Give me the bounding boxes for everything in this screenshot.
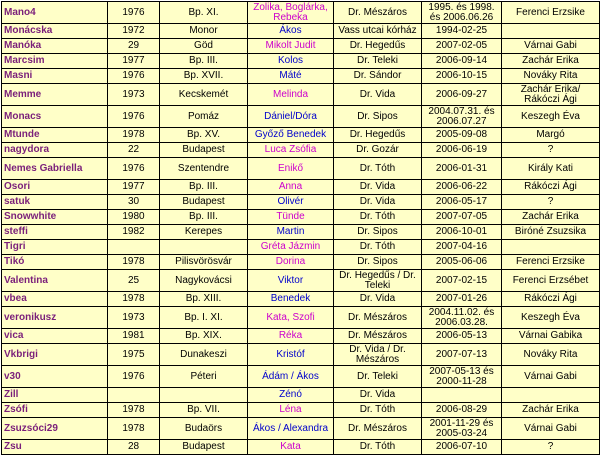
table-row	[2, 84, 600, 106]
table-row	[2, 403, 600, 418]
year-cell: 1976	[108, 106, 160, 128]
nickname-cell: Snowwhite	[2, 210, 108, 225]
midwife-cell: Zachár Erika	[502, 403, 600, 418]
nickname-cell: v30	[2, 366, 108, 388]
doctor-cell: Dr. Tóth	[334, 440, 422, 455]
midwife-cell: ?	[502, 440, 600, 455]
year-cell: 28	[108, 440, 160, 455]
place-cell: Péteri	[160, 366, 248, 388]
doctor-cell: Dr. Vida / Dr. Mészáros	[334, 344, 422, 366]
children-cell: Ákos	[248, 24, 334, 39]
midwife-cell: Ferenci Erzsike	[502, 2, 600, 24]
doctor-cell: Dr. Mészáros	[334, 307, 422, 329]
table-row	[2, 180, 600, 195]
doctor-cell: Dr. Hegedűs / Dr. Teleki	[334, 270, 422, 292]
date-cell: 2006-08-29	[422, 403, 502, 418]
children-cell: Viktor	[248, 270, 334, 292]
nickname-cell: Zsuzsóci29	[2, 418, 108, 440]
date-cell: 2006-10-01	[422, 225, 502, 240]
table-body	[2, 2, 600, 455]
date-cell	[422, 388, 502, 403]
year-cell: 1978	[108, 255, 160, 270]
table-row	[2, 143, 600, 158]
table-row	[2, 158, 600, 180]
place-cell: Bp. III.	[160, 210, 248, 225]
doctor-cell: Dr. Sipos	[334, 225, 422, 240]
nickname-cell: Mtunde	[2, 128, 108, 143]
table-row	[2, 128, 600, 143]
place-cell: Bp. XI.	[160, 2, 248, 24]
year-cell: 30	[108, 195, 160, 210]
doctor-cell: Dr. Mészáros	[334, 329, 422, 344]
table-row	[2, 54, 600, 69]
table-row	[2, 307, 600, 329]
midwife-cell: Király Kati	[502, 158, 600, 180]
midwife-cell	[502, 388, 600, 403]
year-cell: 1973	[108, 84, 160, 106]
table-row	[2, 366, 600, 388]
place-cell: Kerepes	[160, 225, 248, 240]
midwife-cell: ?	[502, 143, 600, 158]
place-cell: Bp. III.	[160, 54, 248, 69]
midwife-cell: Rákóczi Ági	[502, 180, 600, 195]
children-cell: Dániel/Dóra	[248, 106, 334, 128]
doctor-cell: Dr. Mészáros	[334, 418, 422, 440]
year-cell: 22	[108, 143, 160, 158]
midwife-cell: Keszegh Éva	[502, 106, 600, 128]
place-cell: Bp. I. XI.	[160, 307, 248, 329]
date-cell: 2004.07.31. és 2006.07.27	[422, 106, 502, 128]
nickname-cell: Zsu	[2, 440, 108, 455]
table-row	[2, 106, 600, 128]
children-cell: Melinda	[248, 84, 334, 106]
year-cell: 29	[108, 39, 160, 54]
midwife-cell: Keszegh Éva	[502, 307, 600, 329]
place-cell: Dunakeszi	[160, 344, 248, 366]
year-cell: 1982	[108, 225, 160, 240]
doctor-cell: Dr. Teleki	[334, 366, 422, 388]
children-cell: Kata	[248, 440, 334, 455]
nickname-cell: satuk	[2, 195, 108, 210]
date-cell: 2006-10-15	[422, 69, 502, 84]
nickname-cell: Manóka	[2, 39, 108, 54]
doctor-cell: Dr. Sipos	[334, 255, 422, 270]
place-cell: Göd	[160, 39, 248, 54]
date-cell: 2007-07-05	[422, 210, 502, 225]
date-cell: 2006-05-17	[422, 195, 502, 210]
place-cell: Szentendre	[160, 158, 248, 180]
table-row	[2, 418, 600, 440]
midwife-cell: Biróné Zsuzsika	[502, 225, 600, 240]
doctor-cell: Dr. Sipos	[334, 106, 422, 128]
midwife-cell	[502, 240, 600, 255]
nickname-cell: Osori	[2, 180, 108, 195]
place-cell: Bp. XIX.	[160, 329, 248, 344]
doctor-cell: Dr. Sándor	[334, 69, 422, 84]
nickname-cell: vica	[2, 329, 108, 344]
year-cell: 25	[108, 270, 160, 292]
date-cell: 1994-02-25	[422, 24, 502, 39]
date-cell: 2007-07-13	[422, 344, 502, 366]
date-cell: 2004.11.02. és 2006.03.28.	[422, 307, 502, 329]
midwife-cell: Margó	[502, 128, 600, 143]
children-cell: Ákos / Alexandra	[248, 418, 334, 440]
nickname-cell: Zsófi	[2, 403, 108, 418]
place-cell: Monor	[160, 24, 248, 39]
doctor-cell: Dr. Vida	[334, 292, 422, 307]
nickname-cell: Valentina	[2, 270, 108, 292]
doctor-cell: Vass utcai kórház	[334, 24, 422, 39]
children-cell: Luca Zsófia	[248, 143, 334, 158]
place-cell: Bp. VII.	[160, 403, 248, 418]
nickname-cell: veronikusz	[2, 307, 108, 329]
table-row	[2, 2, 600, 24]
doctor-cell: Dr. Vida	[334, 84, 422, 106]
children-cell: Kristóf	[248, 344, 334, 366]
nickname-cell: nagydora	[2, 143, 108, 158]
midwife-cell: Zachár Erika	[502, 210, 600, 225]
midwife-cell: Várnai Gabi	[502, 366, 600, 388]
nickname-cell: Marcsim	[2, 54, 108, 69]
place-cell: Pomáz	[160, 106, 248, 128]
date-cell: 2006-06-22	[422, 180, 502, 195]
children-cell: Léna	[248, 403, 334, 418]
midwife-cell: Várnai Gabika	[502, 329, 600, 344]
midwife-cell: Ferenci Erzsike	[502, 255, 600, 270]
midwife-cell: Várnai Gabi	[502, 39, 600, 54]
midwife-cell: ?	[502, 195, 600, 210]
date-cell: 2007-02-15	[422, 270, 502, 292]
place-cell: Bp. XVII.	[160, 69, 248, 84]
doctor-cell: Dr. Hegedűs	[334, 128, 422, 143]
year-cell: 1978	[108, 292, 160, 307]
doctor-cell: Dr. Hegedűs	[334, 39, 422, 54]
place-cell: Bp. III.	[160, 180, 248, 195]
place-cell: Budapest	[160, 143, 248, 158]
nickname-cell: Memme	[2, 84, 108, 106]
nickname-cell: Monácska	[2, 24, 108, 39]
children-cell: Kolos	[248, 54, 334, 69]
table-row	[2, 225, 600, 240]
place-cell	[160, 388, 248, 403]
midwife-cell: Zachár Erika/ Rákóczi Ági	[502, 84, 600, 106]
date-cell: 2006-06-19	[422, 143, 502, 158]
doctor-cell: Dr. Teleki	[334, 54, 422, 69]
place-cell: Nagykovácsi	[160, 270, 248, 292]
table-row	[2, 69, 600, 84]
date-cell: 1995. és 1998. és 2006.06.26	[422, 2, 502, 24]
place-cell: Budaörs	[160, 418, 248, 440]
children-cell: Máté	[248, 69, 334, 84]
year-cell: 1976	[108, 2, 160, 24]
children-cell: Kata, Szofi	[248, 307, 334, 329]
table-row	[2, 24, 600, 39]
nickname-cell: Zill	[2, 388, 108, 403]
children-cell: Benedek	[248, 292, 334, 307]
children-cell: Zolika, Boglárka, Rebeka	[248, 2, 334, 24]
midwife-cell: Rákóczi Ági	[502, 292, 600, 307]
doctor-cell: Dr. Gozár	[334, 143, 422, 158]
table-row	[2, 440, 600, 455]
children-cell: Réka	[248, 329, 334, 344]
date-cell: 2006-05-13	[422, 329, 502, 344]
midwife-cell	[502, 24, 600, 39]
nickname-cell: vbea	[2, 292, 108, 307]
children-cell: Enikő	[248, 158, 334, 180]
doctor-cell: Dr. Vida	[334, 388, 422, 403]
table-row	[2, 195, 600, 210]
midwife-cell: Nováky Rita	[502, 69, 600, 84]
doctor-cell: Dr. Tóth	[334, 158, 422, 180]
midwife-cell: Nováky Rita	[502, 344, 600, 366]
doctor-cell: Dr. Vida	[334, 180, 422, 195]
nickname-cell: Monacs	[2, 106, 108, 128]
nickname-cell: Nemes Gabriella	[2, 158, 108, 180]
year-cell: 1973	[108, 307, 160, 329]
nickname-cell: Tikó	[2, 255, 108, 270]
doctor-cell: Dr. Vida	[334, 195, 422, 210]
nickname-cell: Tigri	[2, 240, 108, 255]
year-cell	[108, 240, 160, 255]
children-cell: Mikolt Judit	[248, 39, 334, 54]
place-cell: Kecskemét	[160, 84, 248, 106]
table-row	[2, 270, 600, 292]
date-cell: 2001-11-29 és 2005-03-24	[422, 418, 502, 440]
year-cell: 1976	[108, 69, 160, 84]
date-cell: 2007-05-13 és 2000-11-28	[422, 366, 502, 388]
place-cell	[160, 240, 248, 255]
children-cell: Martin	[248, 225, 334, 240]
doctor-cell: Dr. Tóth	[334, 240, 422, 255]
table-row	[2, 39, 600, 54]
table-row	[2, 255, 600, 270]
table-row	[2, 329, 600, 344]
children-cell: Ádám / Ákos	[248, 366, 334, 388]
year-cell: 1976	[108, 366, 160, 388]
year-cell: 1978	[108, 128, 160, 143]
table-row	[2, 240, 600, 255]
doctor-cell: Dr. Mészáros	[334, 2, 422, 24]
midwife-cell: Várnai Gabi	[502, 418, 600, 440]
year-cell	[108, 388, 160, 403]
children-cell: Gréta Jázmin	[248, 240, 334, 255]
place-cell: Budapest	[160, 195, 248, 210]
children-cell: Tünde	[248, 210, 334, 225]
place-cell: Pilisvörösvár	[160, 255, 248, 270]
place-cell: Budapest	[160, 440, 248, 455]
table-row	[2, 210, 600, 225]
nickname-cell: Mano4	[2, 2, 108, 24]
doctor-cell: Dr. Tóth	[334, 403, 422, 418]
date-cell: 2006-09-14	[422, 54, 502, 69]
children-cell: Dorina	[248, 255, 334, 270]
year-cell: 1975	[108, 344, 160, 366]
year-cell: 1980	[108, 210, 160, 225]
midwife-cell: Zachár Erika	[502, 54, 600, 69]
date-cell: 2005-09-08	[422, 128, 502, 143]
date-cell: 2007-01-26	[422, 292, 502, 307]
table-row	[2, 292, 600, 307]
doctor-cell: Dr. Tóth	[334, 210, 422, 225]
midwife-cell: Ferenci Erzsébet	[502, 270, 600, 292]
children-cell: Anna	[248, 180, 334, 195]
table-row	[2, 388, 600, 403]
birth-records-table	[1, 1, 600, 455]
table-row	[2, 344, 600, 366]
year-cell: 1977	[108, 180, 160, 195]
place-cell: Bp. XV.	[160, 128, 248, 143]
year-cell: 1977	[108, 54, 160, 69]
nickname-cell: Masni	[2, 69, 108, 84]
date-cell: 2006-09-27	[422, 84, 502, 106]
year-cell: 1981	[108, 329, 160, 344]
date-cell: 2005-06-06	[422, 255, 502, 270]
children-cell: Zénó	[248, 388, 334, 403]
date-cell: 2006-07-10	[422, 440, 502, 455]
nickname-cell: steffi	[2, 225, 108, 240]
year-cell: 1976	[108, 158, 160, 180]
year-cell: 1972	[108, 24, 160, 39]
place-cell: Bp. XIII.	[160, 292, 248, 307]
children-cell: Győző Benedek	[248, 128, 334, 143]
year-cell: 1978	[108, 403, 160, 418]
date-cell: 2007-04-16	[422, 240, 502, 255]
nickname-cell: Vkbrigi	[2, 344, 108, 366]
date-cell: 2006-01-31	[422, 158, 502, 180]
children-cell: Olivér	[248, 195, 334, 210]
year-cell: 1978	[108, 418, 160, 440]
date-cell: 2007-02-05	[422, 39, 502, 54]
